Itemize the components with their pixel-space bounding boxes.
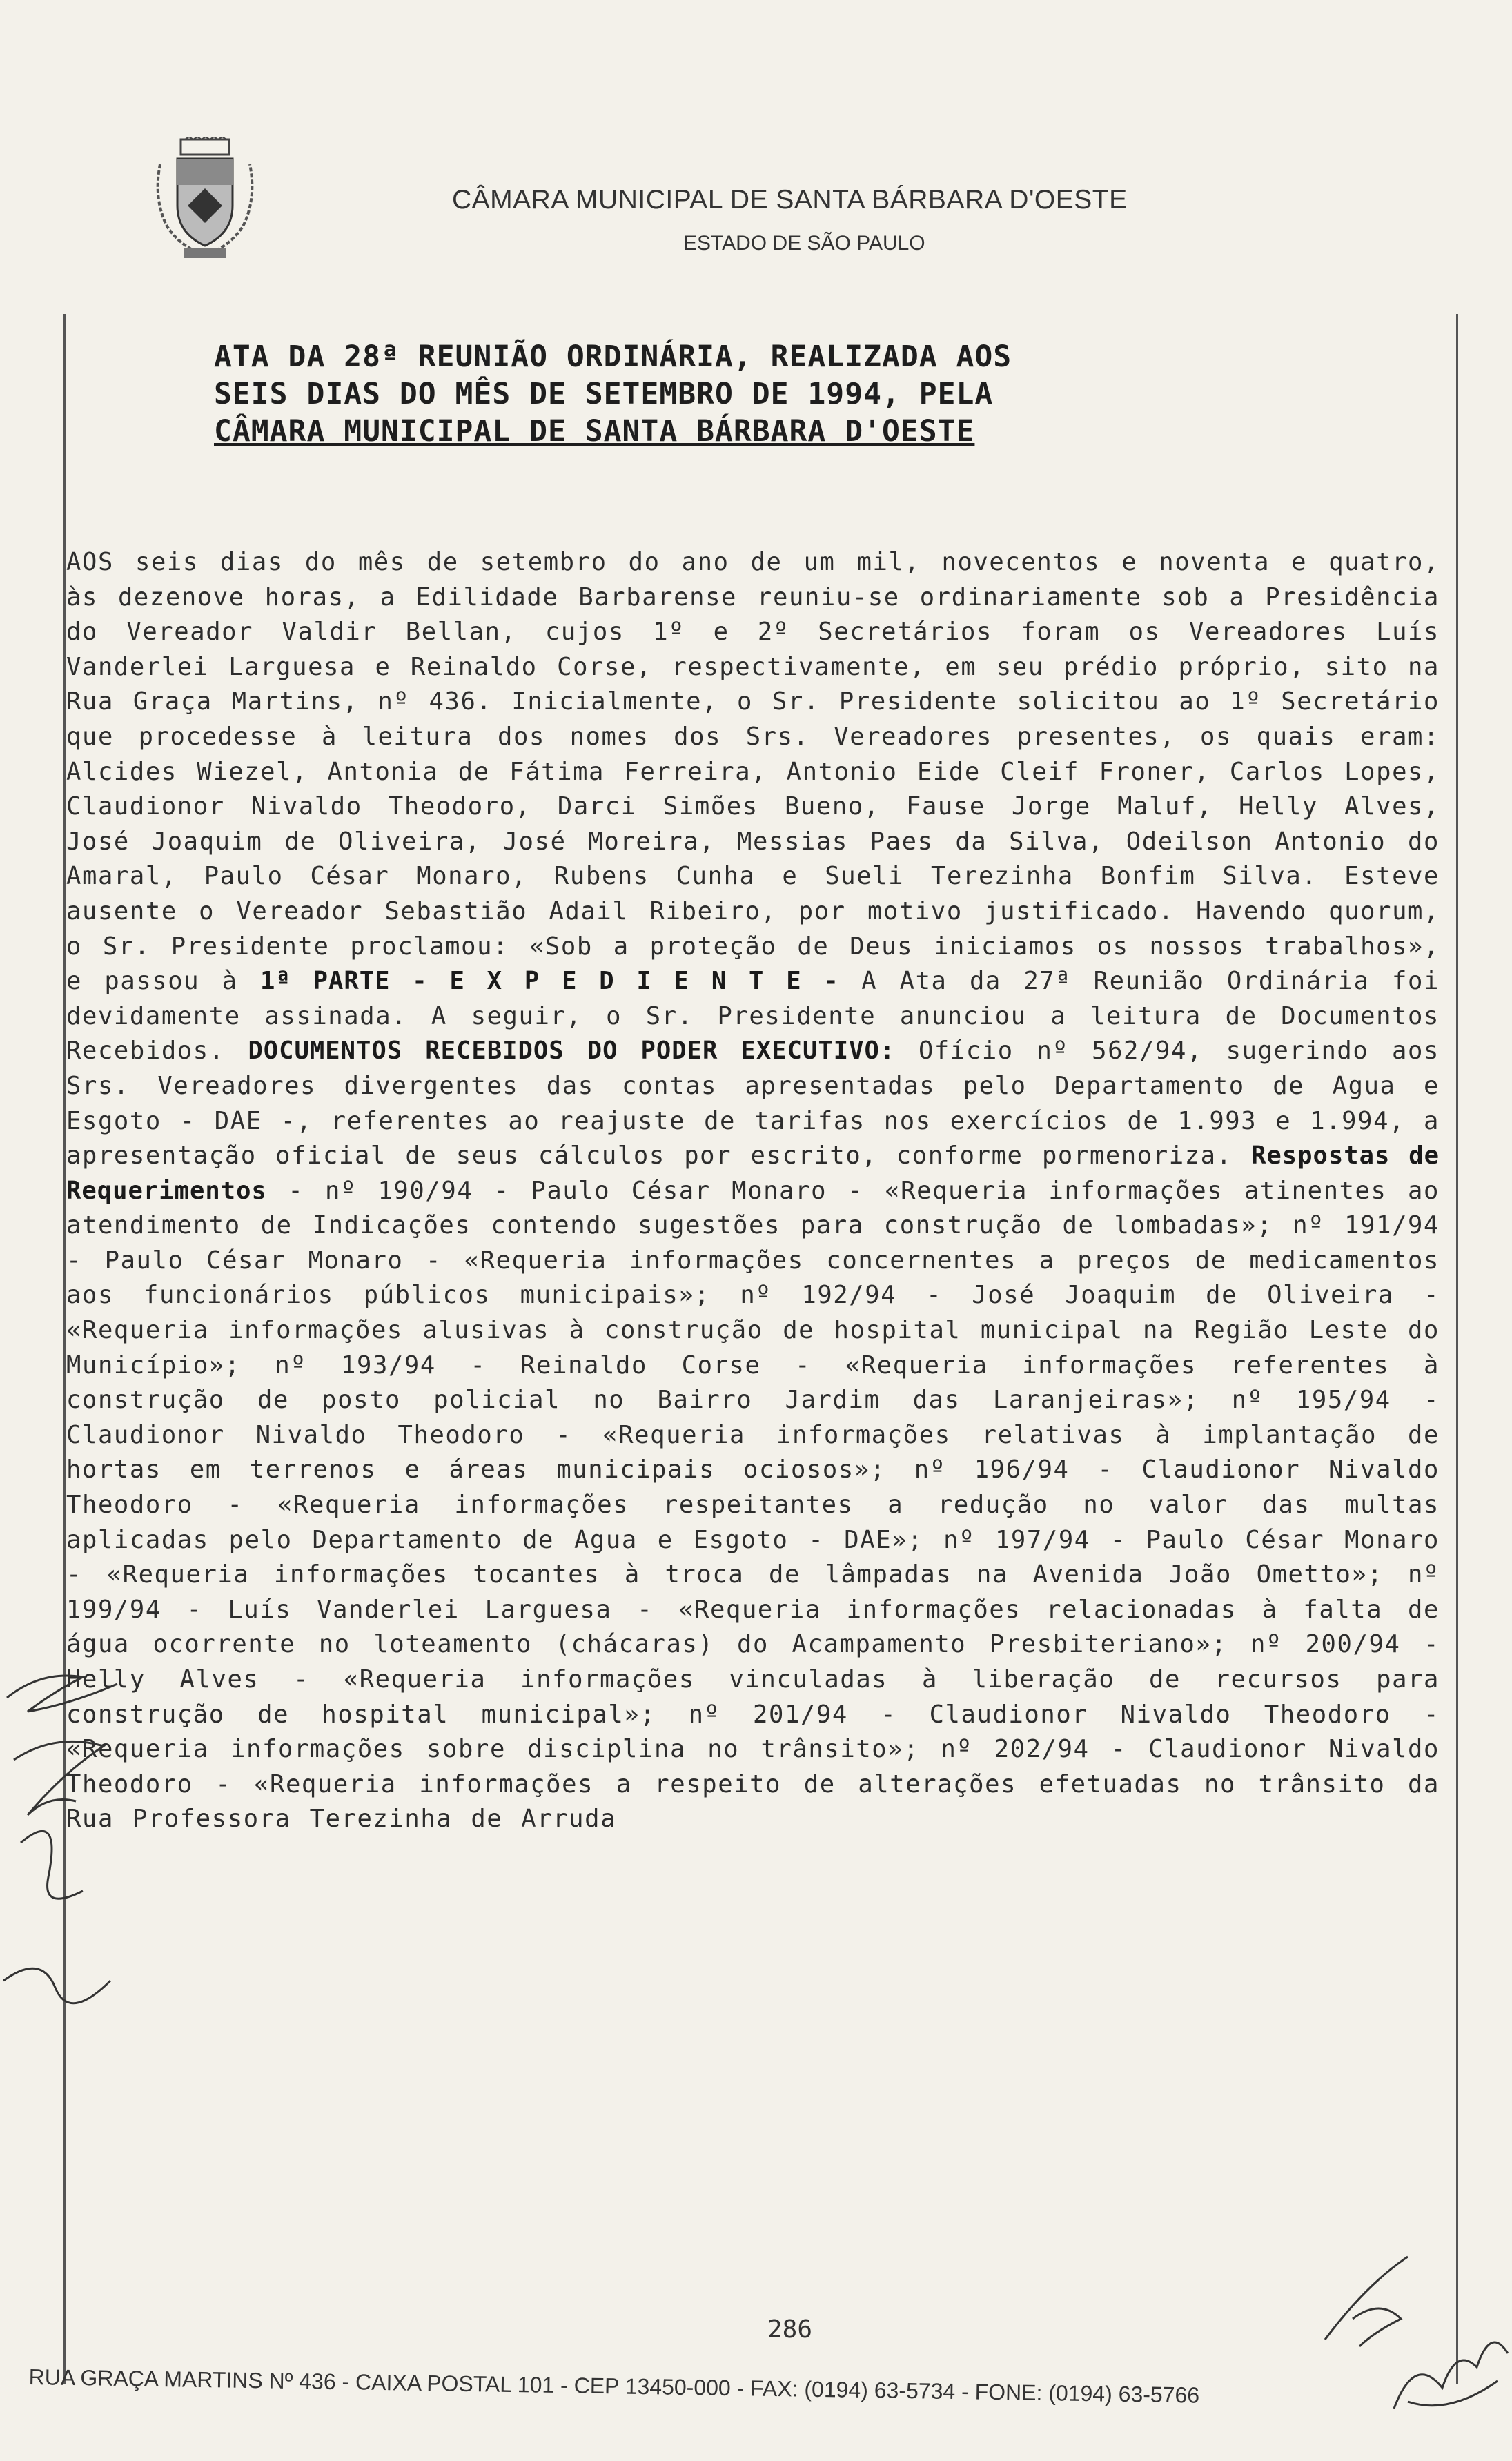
documents-received-label: DOCUMENTOS RECEBIDOS DO PODER EXECUTIVO: [248,1037,896,1066]
handwritten-signature-right [1311,2243,1511,2422]
state-name: ESTADO DE SÃO PAULO [683,232,925,255]
institution-name: CÂMARA MUNICIPAL DE SANTA BÁRBARA D'OESTE [452,185,1128,215]
paragraph-expediente: A Ata da 27ª Reunião Ordinária foi devidamente assinada. A seguir, o Sr. Presidente anunciou a leitura de Documentos Recebidos. [66,967,1440,1066]
paragraph-oficio: Ofício nº 562/94, sugerindo aos Srs. Vereadores divergentes das contas apresentadas pelo Departamento de Agua e Esgoto - DAE -, referentes ao reajuste de tarifas nos exercícios de 1.993 e 1.994, a apresentação oficial de seus cálculos por escrito, conforme pormenoriza. [66,1037,1440,1170]
document-title [214,338,1290,450]
minutes-body [66,545,1440,1837]
part-label: 1ª PARTE - E X P E D I E N T E - [260,967,839,996]
coat-of-arms-icon [153,137,257,261]
right-margin-rule [1456,314,1458,2384]
footer-address: RUA GRAÇA MARTINS Nº 436 - CAIXA POSTAL 101 - CEP 13450-000 - FAX: (0194) 63-5734 - FONE: (0194) 63-5766 [28,2364,1200,2408]
handwritten-initials-left [0,1656,124,2043]
left-margin-rule [63,314,66,2384]
page-number: 286 [767,2315,813,2344]
title-line-1: ATA DA 28ª REUNIÃO ORDINÁRIA, REALIZADA AOS [214,340,1012,374]
paragraph-opening: AOS seis dias do mês de setembro do ano de um mil, novecentos e noventa e quatro, às dezenove horas, a Edilidade Barbarense reuniu-se ordinariamente sob a Presidência do Vereador Valdir Bellan, cujos 1º e 2º Secretários foram os Vereadores Luís Vanderlei Larguesa e Reinaldo Corse, respectivamente, em seu prédio próprio, sito na Rua Graça Martins, nº 436. Inicialmente, o Sr. Presidente solicitou ao 1º Secretário que procedesse à leitura dos nomes dos Srs. Vereadores presentes, os quais eram: Alcides Wiezel, Antonia de Fátima Ferreira, Antonio Eide Cleif Froner, Carlos Lopes, Claudionor Nivaldo Theodoro, Darci Simões Bueno, Fause Jorge Maluf, Helly Alves, José Joaquim de Oliveira, José Moreira, Messias Paes da Silva, Odeilson Antonio do Amaral, Paulo César Monaro, Rubens Cunha e Sueli Terezinha Bonfim Silva. Esteve ausente o Vereador Sebastião Adail Ribeiro, por motivo justificado. Havendo quorum, o Sr. Presidente proclamou: «Sob a proteção de Deus iniciamos os nossos trabalhos», e passou à [66,548,1440,996]
title-line-3: CÂMARA MUNICIPAL DE SANTA BÁRBARA D'OESTE [214,414,975,449]
title-line-2: SEIS DIAS DO MÊS DE SETEMBRO DE 1994, PELA [214,377,994,411]
responses-label: Respostas de Requerimentos [66,1141,1440,1205]
paragraph-responses: - nº 190/94 - Paulo César Monaro - «Requeria informações atinentes ao atendimento de Indicações contendo sugestões para construção de lombadas»; nº 191/94 - Paulo César Monaro - «Requeria informações concernentes a preços de medicamentos aos funcionários públicos municipais»; nº 192/94 - José Joaquim de Oliveira - «Requeria informações alusivas à construção de hospital municipal na Região Leste do Município»; nº 193/94 - Reinaldo Corse - «Requeria informações referentes à construção de posto policial no Bairro Jardim das Laranjeiras»; nº 195/94 - Claudionor Nivaldo Theodoro - «Requeria informações relativas à implantação de hortas em terrenos e áreas municipais ociosos»; nº 196/94 - Claudionor Nivaldo Theodoro - «Requeria informações respeitantes a redução no valor das multas aplicadas pelo Departamento de Agua e Esgoto - DAE»; nº 197/94 - Paulo César Monaro - «Requeria informações tocantes à troca de lâmpadas na Avenida João Ometto»; nº 199/94 - Luís Vanderlei Larguesa - «Requeria informações relacionadas à falta de água ocorrente no loteamento (chácaras) do Acampamento Presbiteriano»; nº 200/94 - Helly Alves - «Requeria informações vinculadas à liberação de recursos para construção de hospital municipal»; nº 201/94 - Claudionor Nivaldo Theodoro - «Requeria informações sobre disciplina no trânsito»; nº 202/94 - Claudionor Nivaldo Theodoro - «Requeria informações a respeito de alterações efetuadas no trânsito da Rua Professora Terezinha de Arruda [66,1176,1440,1834]
